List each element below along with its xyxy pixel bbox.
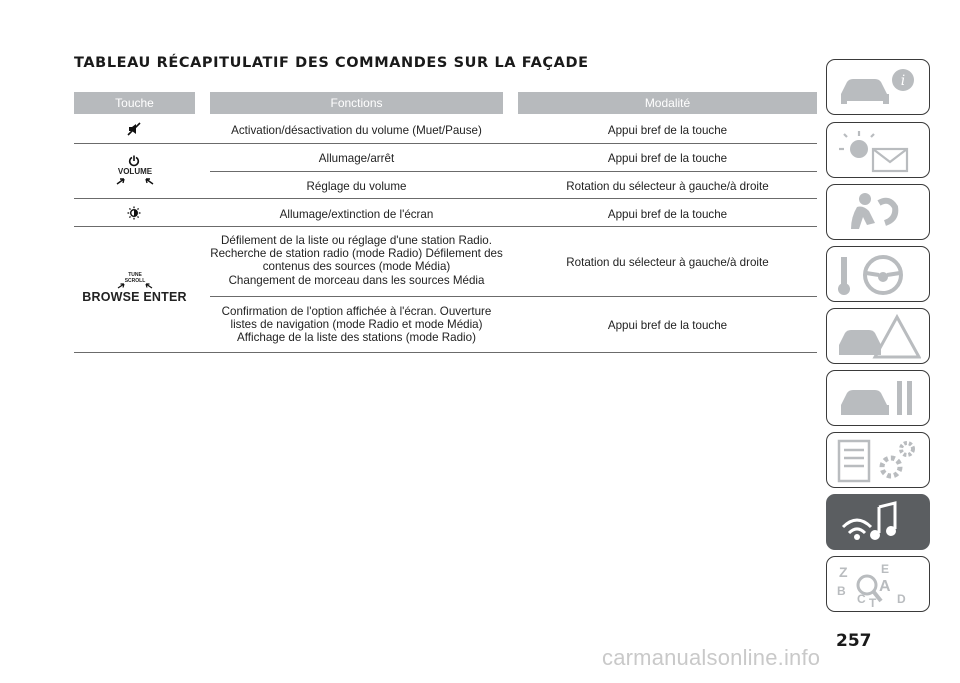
tab-multimedia[interactable] [826,494,930,550]
browse-enter-label: BROWSE ENTER [82,290,187,304]
seat-airbag-icon [835,189,921,237]
row-divider [74,143,817,144]
svg-text:B: B [837,584,846,598]
row4-mode: Appui bref de la touche [607,208,728,221]
mute-icon [127,122,141,136]
row-divider [74,198,817,199]
power-icon [128,155,140,167]
page-title: TABLEAU RÉCAPITULATIF DES COMMANDES SUR LA FAÇADE [74,55,589,71]
specifications-icon [835,437,921,485]
row4-function: Allumage/extinction de l'écran [279,208,434,221]
rotary-arrows-icon [117,281,153,289]
watermark: carmanualsonline.info [602,645,821,670]
row1-function: Activation/désactivation du volume (Muet/Pause) [231,124,482,137]
row5-function: Défilement de la liste ou réglage d'une station Radio. Recherche de station radio (mode Radio) Défilement des contenus des sources (mode Média) Changement de morceau dans les sources Média [210,234,503,287]
tab-breakdown[interactable] [826,308,930,364]
index-icon [835,561,921,609]
brightness-icon [127,206,141,220]
row5-mode: Rotation du sélecteur à gauche/à droite [566,256,769,269]
row-divider [74,226,817,227]
row3-function: Réglage du volume [306,180,407,193]
car-info-icon [835,64,921,112]
page-number: 257 [836,631,872,651]
steering-key-icon [835,251,921,299]
row2-function: Allumage/arrêt [318,152,395,165]
tab-warning-lights[interactable] [826,122,930,178]
header-fonctions: Fonctions [210,92,503,114]
car-service-icon [835,375,921,423]
row1-mode: Appui bref de la touche [607,124,728,137]
svg-text:C: C [857,592,866,606]
tab-index[interactable] [826,556,930,612]
row6-function: Confirmation de l'option affichée à l'écran. Ouverture listes de navigation (mode Radio et mode Média) Affichage de la liste des stations (mode Radio) [221,305,492,345]
row6-mode: Appui bref de la touche [607,319,728,332]
svg-text:D: D [897,592,906,606]
svg-text:Z: Z [839,564,848,580]
svg-text:E: E [881,562,890,576]
tab-car-service[interactable] [826,370,930,426]
svg-text:T: T [869,596,877,609]
rotary-arrows-icon [116,176,154,186]
tune-scroll-label: TUNE SCROLL [124,272,146,284]
table-bottom-rule [74,352,817,353]
volume-label: VOLUME [117,167,153,176]
row2-mode: Appui bref de la touche [607,152,728,165]
svg-text:i: i [900,73,906,89]
tab-seat-airbag[interactable] [826,184,930,240]
row-divider [210,296,817,297]
row3-mode: Rotation du sélecteur à gauche/à droite [566,180,769,193]
breakdown-triangle-icon [835,313,921,361]
tab-car-info[interactable] [826,59,930,115]
svg-text:A: A [879,578,891,595]
header-modalite: Modalité [518,92,817,114]
tab-specifications[interactable] [826,432,930,488]
row-divider [210,171,817,172]
tab-steering-key[interactable] [826,246,930,302]
header-touche: Touche [74,92,195,114]
multimedia-icon [835,499,921,547]
warning-lights-icon [835,127,921,175]
